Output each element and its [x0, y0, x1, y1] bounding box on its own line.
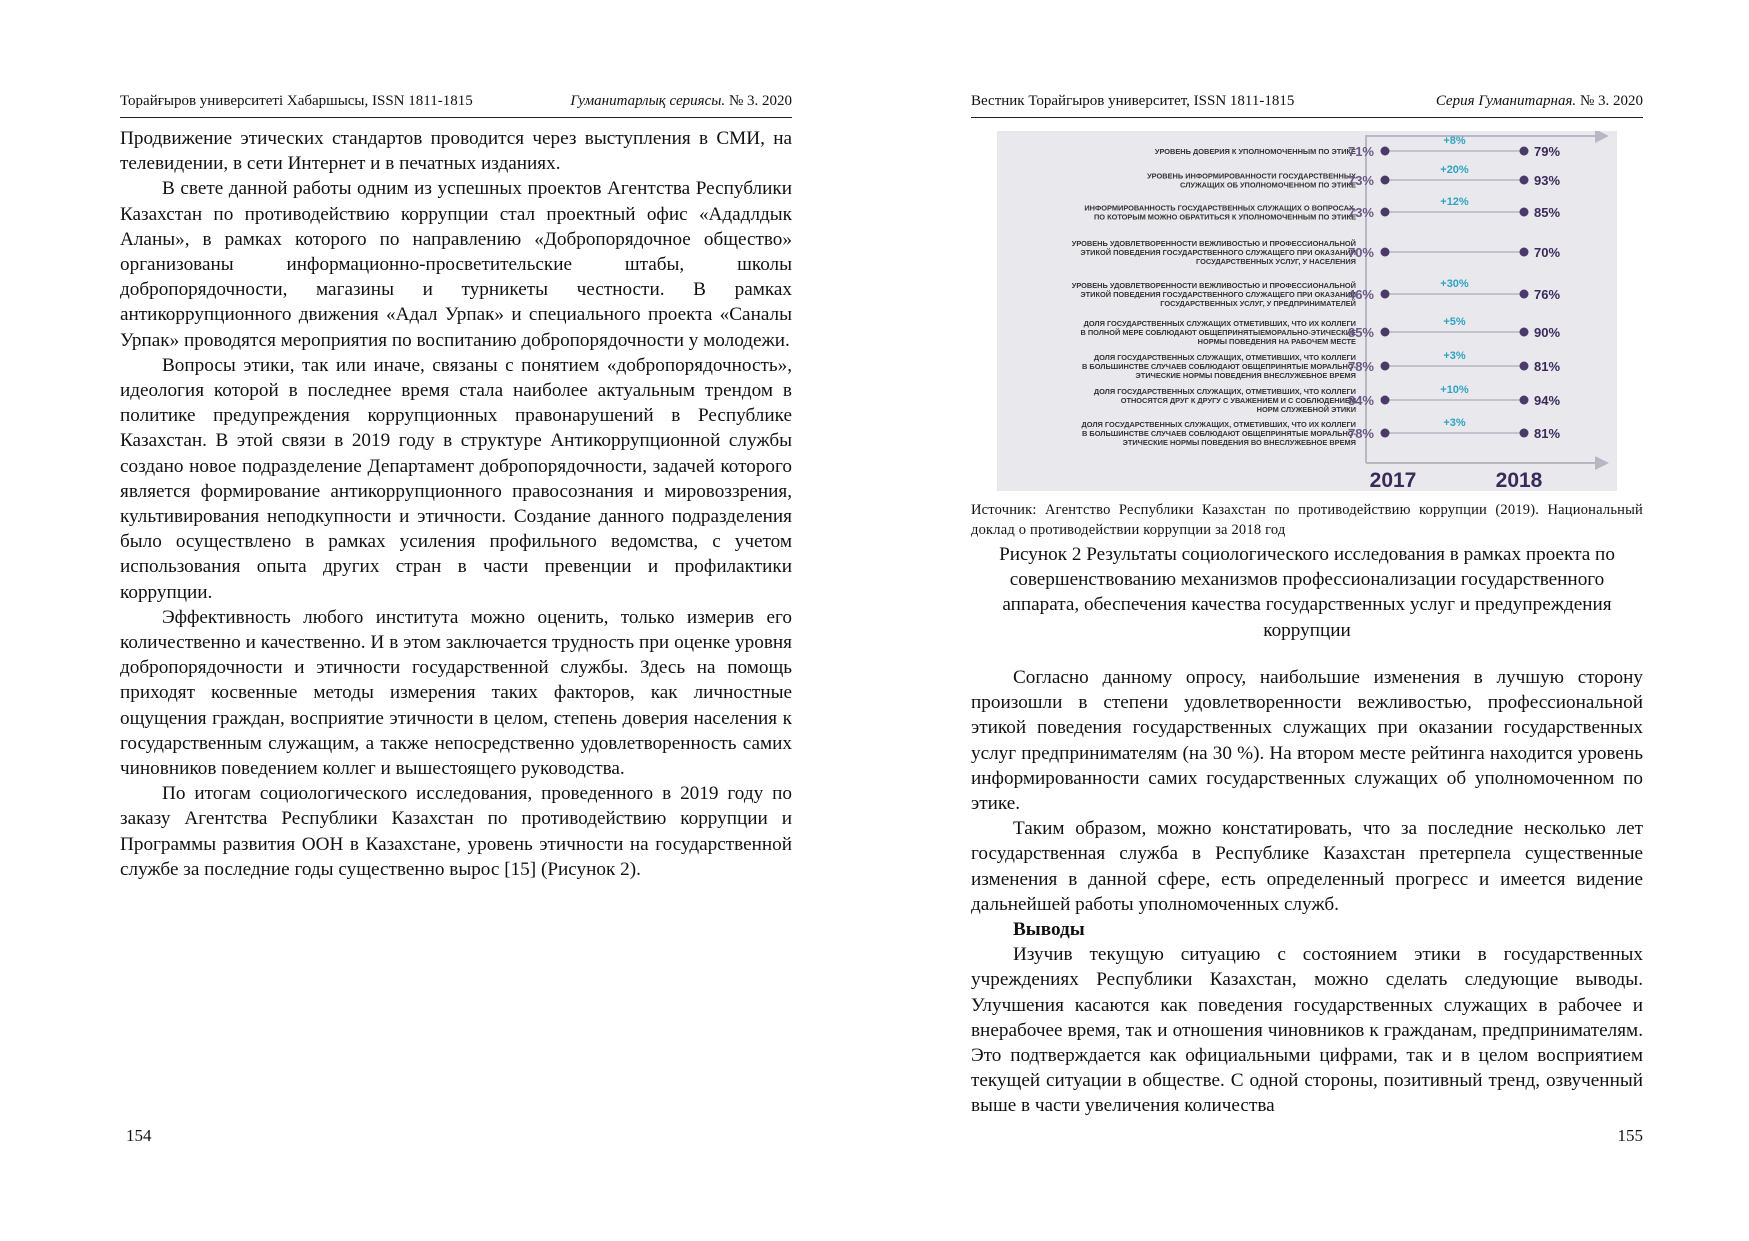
delta-label: +3% — [1443, 417, 1466, 429]
row-label: УРОВЕНЬ ДОВЕРИЯ К УПОЛНОМОЧЕННЫМ ПО ЭТИКЕ — [1154, 147, 1356, 156]
value-2017-label: 84% — [1347, 393, 1374, 408]
paragraph: Эффективность любого института можно оценить, только измерив его количественно и качественно. И в этом заключается трудность при оценке уровня добропорядочности и этичности государственной службы. Здесь на помощь приходят косвенные методы измерения таких факторов, как личностные ощущения граждан, восприятие этичности в целом, степень доверия населения к государственным служащим, а также непосредственно удовлетворенность самих чиновников поведением коллег и вышестоящего руководства. — [120, 606, 792, 780]
point-2017 — [1381, 429, 1390, 438]
journal-title: Вестник Торайгыров университет, ISSN 1811-1815 — [971, 93, 1295, 109]
row-label: УРОВЕНЬ УДОВЛЕТВОРЕННОСТИ ВЕЖЛИВОСТЬЮ И ПРОФЕССИОНАЛЬНОЙ — [1071, 281, 1356, 290]
x-tick-label: 2017 — [1369, 469, 1417, 491]
delta-label: +3% — [1443, 350, 1466, 362]
issue-number: № 3. 2020 — [725, 93, 792, 109]
page-number: 154 — [126, 1126, 152, 1145]
running-header — [971, 93, 1643, 118]
point-2017 — [1381, 147, 1390, 156]
value-2017-label: 73% — [1347, 173, 1374, 188]
point-2018 — [1520, 396, 1529, 405]
row-label: ЭТИЧЕСКИЕ НОРМЫ ПОВЕДЕНИЯ ВНЕСЛУЖЕБНОЕ ВРЕМЯ — [1135, 371, 1356, 380]
value-2017-label: 78% — [1347, 426, 1374, 441]
point-2018 — [1520, 290, 1529, 299]
value-2018-label: 81% — [1534, 359, 1561, 374]
section-heading: Выводы — [1013, 919, 1085, 941]
row-label: ЭТИЧЕСКИЕ НОРМЫ ПОВЕДЕНИЯ ВО ВНЕСЛУЖЕБНОЕ ВРЕМЯ — [1122, 438, 1356, 447]
point-2017 — [1381, 176, 1390, 185]
running-header — [120, 93, 792, 118]
point-2018 — [1520, 328, 1529, 337]
left-page — [120, 0, 792, 1241]
paragraph: Согласно данному опросу, наибольшие изменения в лучшую сторону произошли в степени удовлетворенности вежливостью, профессиональной этикой поведения государственных служащих при оказании государственных услуг предпринимателям (на 30 %). На втором месте рейтинга находится уровень информированности самих государственных служащих об уполномоченном по этике. — [971, 667, 1643, 815]
figure-chart — [997, 131, 1617, 491]
row-label: НОРМЫ ПОВЕДЕНИЯ НА РАБОЧЕМ МЕСТЕ — [1197, 337, 1356, 346]
delta-label: +10% — [1440, 384, 1469, 396]
value-2018-label: 70% — [1534, 245, 1561, 260]
value-2018-label: 90% — [1534, 325, 1561, 340]
value-2018-label: 94% — [1534, 393, 1561, 408]
value-2017-label: 73% — [1347, 205, 1374, 220]
row-label: ПО КОТОРЫМ МОЖНО ОБРАТИТЬСЯ К УПОЛНОМОЧЕННЫМ ПО ЭТИКЕ — [1093, 212, 1356, 222]
paragraph: По итогам социологического исследования, проведенного в 2019 году по заказу Агентства Республики Казахстан по противодействию коррупции и Программы развития ООН в Казахстане, уровень этичности на государственной службе за последние годы существенно вырос [15] (Рисунок 2). — [120, 783, 792, 880]
row-label: УРОВЕНЬ УДОВЛЕТВОРЕННОСТИ ВЕЖЛИВОСТЬЮ И ПРОФЕССИОНАЛЬНОЙ — [1071, 239, 1356, 248]
row-label: ДОЛЯ ГОСУДАРСТВЕННЫХ СЛУЖАЩИХ, ОТМЕТИВШИХ, ЧТО КОЛЛЕГИ — [1093, 387, 1356, 396]
paragraph: Вопросы этики, так или иначе, связаны с понятием «добропорядочность», идеология которой в последнее время стала наиболее актуальным трендом в политике предупреждения коррупционных правонарушений в Республике Казахстан. В этой связи в 2019 году в структуре Антикоррупционной службы создано новое подразделение Департамент добропорядочности, задачей которого является формирование антикоррупционного правосознания и мировоззрения, культивирования неподкупности и этичности. Создание данного подразделения было осуществлено в рамках усиления профильного ведомства, с учетом использования опыта других стран в части превенции и профилактики коррупции. — [120, 354, 792, 603]
point-2017 — [1381, 290, 1390, 299]
row-label: ДОЛЯ ГОСУДАРСТВЕННЫХ СЛУЖАЩИХ ОТМЕТИВШИХ, ЧТО ИХ КОЛЛЕГИ — [1083, 319, 1356, 328]
point-2017 — [1381, 362, 1390, 371]
paragraph: В свете данной работы одним из успешных проектов Агентства Республики Казахстан по противодействию коррупции стал проектный офис «Ададлдык Аланы», в рамках которого по направлению «Добропорядочное общество» организованы информационно-просветительские штабы, школы добропорядочности, магазины и турникеты честности. В рамках антикоррупционного движения «Адал Урпак» и специального проекта «Саналы Урпак» проводятся мероприятия по воспитанию добропорядочности у молодежи. — [120, 178, 792, 351]
series-name: Серия Гуманитарная. — [1435, 93, 1577, 109]
row-label: В БОЛЬШИНСТВЕ СЛУЧАЕВ СОБЛЮДАЮТ ОБЩЕПРИНЯТЫЕ МОРАЛЬНО- — [1082, 429, 1356, 438]
point-2017 — [1381, 396, 1390, 405]
delta-label: +5% — [1443, 316, 1466, 328]
figure-caption: Рисунок 2 Результаты социологического исследования в рамках проекта по совершенствованию механизмов профессионализации государственного аппарата, обеспечения качества государственных услуг и предупреждения коррупции — [999, 544, 1615, 641]
dumbbell-chart — [997, 131, 1617, 491]
value-2017-label: 71% — [1347, 144, 1374, 159]
page-number: 155 — [1617, 1126, 1643, 1145]
value-2017-label: 46% — [1347, 287, 1374, 302]
point-2017 — [1381, 208, 1390, 217]
point-2017 — [1381, 248, 1390, 257]
point-2018 — [1520, 176, 1529, 185]
paragraph: Продвижение этических стандартов проводится через выступления в СМИ, на телевидении, в сети Интернет и в печатных изданиях. — [120, 128, 792, 175]
value-2017-label: 85% — [1347, 325, 1374, 340]
body-text — [120, 126, 792, 882]
row-label: ИНФОРМИРОВАННОСТЬ ГОСУДАРСТВЕННЫХ СЛУЖАЩИХ О ВОПРОСАХ, — [1084, 203, 1356, 213]
point-2018 — [1520, 147, 1529, 156]
delta-label: +12% — [1440, 196, 1469, 208]
point-2018 — [1520, 248, 1529, 257]
top-arrow-head — [1595, 131, 1609, 143]
value-2017-label: 70% — [1347, 245, 1374, 260]
row-label: В ПОЛНОЙ МЕРЕ СОБЛЮДАЮТ ОБЩЕПРИНЯТЫЕМОРАЛЬНО-ЭТИЧЕСКИЕ — [1080, 328, 1356, 337]
point-2018 — [1520, 208, 1529, 217]
value-2018-label: 76% — [1534, 287, 1561, 302]
figure-source: Источник: Агентство Республики Казахстан по противодействию коррупции (2019). Национальный доклад о противодействии коррупции за 2018 год — [971, 502, 1643, 538]
row-label: В БОЛЬШИНСТВЕ СЛУЧАЕВ СОБЛЮДАЮТ ОБЩЕПРИНЯТЫЕ МОРАЛЬНО- — [1082, 362, 1356, 371]
row-label: ГОСУДАРСТВЕННЫХ УСЛУГ, У ПРЕДПРИНИМАТЕЛЕЙ — [1160, 299, 1356, 308]
series-info — [1436, 93, 1643, 110]
paragraph: Изучив текущую ситуацию с состоянием этики в государственных учреждениях Республики Казахстан, можно сделать следующие выводы. Улучшения касаются как поведения государственных служащих в рабочее и внерабочее время, так и отношения чиновников к гражданам, предпринимателям. Это подтверждается как официальными цифрами, так и в целом восприятием текущей ситуации в обществе. С одной стороны, позитивный тренд, озвученный выше в части увеличения количества — [971, 944, 1643, 1117]
delta-label: +30% — [1440, 278, 1469, 290]
value-2018-label: 85% — [1534, 205, 1561, 220]
body-text — [971, 665, 1643, 1119]
x-tick-label: 2018 — [1495, 469, 1543, 491]
value-2018-label: 93% — [1534, 173, 1561, 188]
row-label: НОРМ СЛУЖЕБНОЙ ЭТИКИ — [1256, 405, 1356, 414]
row-label: УРОВЕНЬ ИНФОРМИРОВАННОСТИ ГОСУДАРСТВЕННЫХ — [1147, 171, 1356, 181]
point-2018 — [1520, 362, 1529, 371]
row-label: ДОЛЯ ГОСУДАРСТВЕННЫХ СЛУЖАЩИХ, ОТМЕТИВШИХ, ЧТО КОЛЛЕГИ — [1093, 353, 1356, 362]
row-label: ГОСУДАРСТВЕННЫХ УСЛУГ, У НАСЕЛЕНИЯ — [1196, 257, 1356, 266]
value-2017-label: 78% — [1347, 359, 1374, 374]
series-info — [570, 93, 792, 110]
row-label: ОТНОСЯТСЯ ДРУГ К ДРУГУ С УВАЖЕНИЕМ И С СОБЛЮДЕНИЕМ — [1120, 396, 1356, 405]
delta-label: +8% — [1443, 135, 1466, 147]
right-page — [971, 0, 1643, 1241]
row-label: ДОЛЯ ГОСУДАРСТВЕННЫХ СЛУЖАЩИХ, ОТМЕТИВШИХ, ЧТО ИХ КОЛЛЕГИ — [1081, 420, 1356, 429]
journal-title: Торайғыров университеті Хабаршысы, ISSN 1811-1815 — [120, 93, 473, 109]
row-label: СЛУЖАЩИХ ОБ УПОЛНОМОЧЕННОМ ПО ЭТИКЕ — [1180, 180, 1356, 190]
issue-number: № 3. 2020 — [1576, 93, 1643, 109]
paragraph: Таким образом, можно констатировать, что за последние несколько лет государственная служба в Республике Казахстан претерпела существенные изменения в данной сфере, есть определенный прогресс и имеется видение дальнейшей работы уполномоченных служб. — [971, 818, 1643, 915]
x-axis-arrow-head — [1595, 456, 1609, 470]
row-label: ЭТИКОЙ ПОВЕДЕНИЯ ГОСУДАРСТВЕННОГО СЛУЖАЩЕГО ПРИ ОКАЗАНИИ — [1080, 290, 1356, 299]
series-name: Гуманитарлық сериясы. — [570, 93, 726, 109]
value-2018-label: 79% — [1534, 144, 1561, 159]
point-2018 — [1520, 429, 1529, 438]
point-2017 — [1381, 328, 1390, 337]
value-2018-label: 81% — [1534, 426, 1561, 441]
row-label: ЭТИКОЙ ПОВЕДЕНИЯ ГОСУДАРСТВЕННОГО СЛУЖАЩЕГО ПРИ ОКАЗАНИИ — [1080, 248, 1356, 257]
delta-label: +20% — [1440, 164, 1469, 176]
